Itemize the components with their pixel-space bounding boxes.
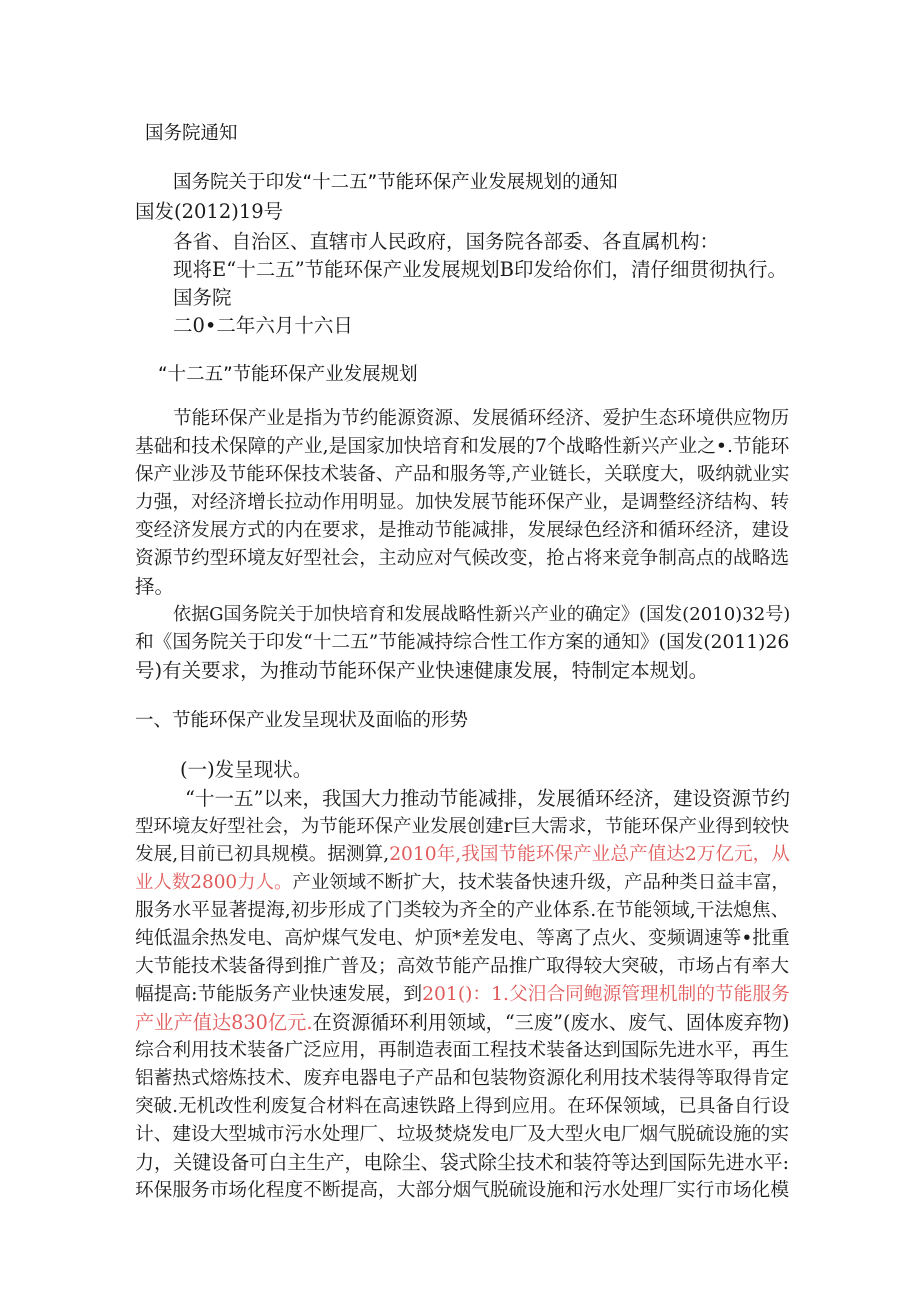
paragraph-line: 依据G国务院关于加快培育和发展战略性新兴产业的确定》(国发(2010)32号) bbox=[173, 604, 791, 625]
paragraph-line: 基础和技术保障的产业,是国家加快培育和发展的7个战略性新兴产业之•.节能环 bbox=[135, 436, 790, 457]
paragraph-line: 服务水平显著提海,初步形成了门类较为齐全的产业体系.在节能领域,干法熄焦、 bbox=[135, 900, 790, 921]
highlighted-text: 2010年,我国节能环保产业总产值达2万亿元，从 bbox=[389, 844, 790, 865]
highlighted-text: 201()：1.父汨合同鲍源管理机制的节能服务 bbox=[422, 984, 790, 1005]
paragraph-line: 变经济发展方式的内在要求，是推动节能减排，发展绿色经济和循环经济，建设 bbox=[135, 520, 790, 541]
subsection-heading: (一)发呈现状。 bbox=[180, 758, 313, 781]
paragraph-line: 业人数2800力人。产业领域不断扩大，技术装备快速升级，产品种类日益丰富， bbox=[135, 872, 790, 893]
doc-number: 国发(2012)19号 bbox=[135, 200, 284, 223]
paragraph-line: 和《国务院关于印发“十二五”节能减持综合性工作方案的通知》(国发(2011)26 bbox=[135, 632, 790, 653]
paragraph-line: 发展,目前已初具规模。据测算,2010年,我国节能环保产业总产值达2万亿元，从 bbox=[135, 844, 790, 865]
paragraph-line: 型环境友好型社会，为节能环保产业发展创建r巨大需求，节能环保产业得到较快 bbox=[135, 816, 790, 837]
plan-title: “十二五”节能环保产业发展规划 bbox=[158, 364, 418, 385]
paragraph-line: 计、建设大型城市污水处理厂、垃圾焚烧发电厂及大型火电厂烟气脱硫设施的实 bbox=[135, 1124, 790, 1145]
paragraph-line: “十一五”以来，我国大力推动节能减排，发展循环经济，建设资源节约 bbox=[185, 787, 790, 810]
paragraph-line: 环保服务市场化程度不断提高，大部分烟气脱硫设施和污水处理厂实行市场化模 bbox=[135, 1180, 790, 1201]
paragraph-line: 号)有关要求，为推动节能环保产业快速健康发展，特制定本规划。 bbox=[135, 659, 709, 682]
paragraph-line: 纯低温余热发电、高炉煤气发电、炉顶*差发电、等离了点火、变频调速等•批重 bbox=[135, 928, 790, 949]
paragraph-line: 综合利用技术装备广泛应用，再制造表面工程技术装备达到国际先进水平，再生 bbox=[135, 1040, 790, 1061]
paragraph-line: 幅提高:节能版务产业快速发展，到201()：1.父汨合同鲍源管理机制的节能服务 bbox=[135, 984, 790, 1005]
paragraph-line: 铝蓄热式熔炼技术、废弃电器电子产品和包装物资源化利用技术装得等取得肯定 bbox=[135, 1068, 790, 1089]
addressee: 各省、自治区、直辖市人民政府，国务院各部委、各直属机构： bbox=[173, 230, 720, 253]
paragraph-line: 保产业涉及节能环保技术装备、产品和服务等,产业链长，关联度大，吸纳就业实 bbox=[135, 464, 790, 485]
paragraph-line: 节能环保产业是指为节约能源资源、发展循环经济、爱护生态环境供应物历 bbox=[173, 408, 790, 429]
paragraph-line: 资源节约型环境友好型社会，主动应对气候改变，抢占将来竞争制高点的战略选 bbox=[135, 548, 790, 569]
section-heading: 一、节能环保产业发呈现状及面临的形势 bbox=[135, 710, 469, 731]
highlighted-text: 业人数2800力人。 bbox=[135, 872, 293, 893]
notice-title: 国务院通知 bbox=[145, 123, 238, 144]
paragraph-line: 产业产值达830亿元.在资源循环利用领域，“三废”(废水、废气、固体废弃物) bbox=[135, 1011, 790, 1034]
paragraph-line: 择。 bbox=[135, 575, 175, 598]
issue-date: 二0•二年六月十六日 bbox=[173, 314, 353, 337]
paragraph-line: 大节能技术装备得到推广普及；高效节能产品推广取得较大突破，市场占有率大 bbox=[135, 956, 790, 977]
paragraph-line: 力强，对经济增长拉动作用明显。加快发展节能环保产业，是调整经济结构、转 bbox=[135, 492, 790, 513]
paragraph-line: 力，关键设备可白主生产，电除尘、袋式除尘技术和装符等达到国际先进水平: bbox=[135, 1152, 790, 1174]
highlighted-text: 产业产值达830亿元. bbox=[135, 1011, 313, 1034]
notice-body: 现将E“十二五”节能环保产业发展规划B印发给你们，清仔细贯彻执行。 bbox=[173, 258, 788, 281]
paragraph-line: 突破.无机改性利废复合材料在高速铁路上得到应用。在环保领域，已具备自行设 bbox=[135, 1096, 790, 1117]
issuer: 国务院 bbox=[173, 286, 232, 309]
doc-title: 国务院关于印发“十二五”节能环保产业发展规划的通知 bbox=[173, 172, 618, 193]
